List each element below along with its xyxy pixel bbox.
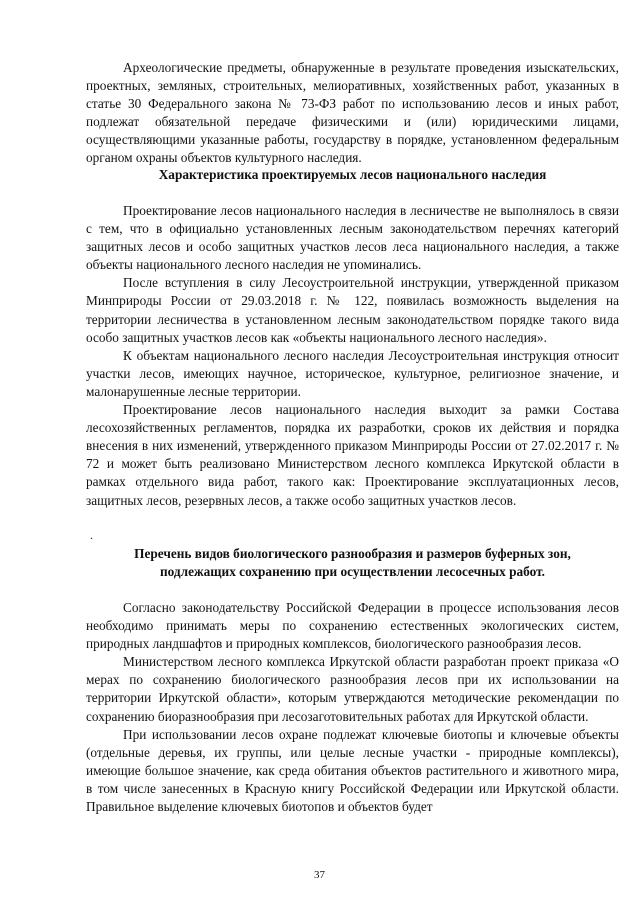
page-number: 37 — [314, 869, 325, 881]
heading-biodiversity-line-1: Перечень видов биологического разнообразия и размеров буферных зон, — [134, 546, 571, 561]
paragraph-instruction: После вступления в силу Лесоустроительной инструкции, утвержденной приказом Минприроды России от 29.03.2018 г. № 122, появилась возможность выделения на территории лесничества в установленном лесным законодательством порядке такого вида особо защитных участков лесов как «объекты национального лесного наследия». — [86, 275, 619, 345]
paragraph-heritage-design: Проектирование лесов национального наследия в лесничестве не выполнялось в связи с тем, что в официально установленных лесным законодательством перечнях категорий защитных лесов и особо защитных участков лесов леса национального наследия, а также объекты национального лесного наследия не упоминались. — [86, 203, 619, 273]
biodiversity-section — [86, 599, 619, 816]
paragraph-ministry-order: Министерством лесного комплекса Иркутской области разработан проект приказа «О мерах по сохранению биологического разнообразия лесов при их использовании на территории Иркутской области», которым утверждаются методические рекомендации по сохранению биоразнообразия при лесозаготовительных работах для Иркутской области. — [86, 654, 619, 724]
forests-heading-block — [86, 166, 619, 184]
heading-national-heritage-forests: Характеристика проектируемых лесов национального наследия — [158, 167, 547, 182]
archaeology-section — [86, 59, 619, 168]
paragraph-heritage-objects: К объектам национального лесного наследия Лесоустроительная инструкция относит участки лесов, имеющих научное, историческое, культурное, религиозное значение, и малонарушенные лесные территории. — [86, 347, 619, 399]
paragraph-heritage-scope: Проектирование лесов национального наследия выходит за рамки Состава лесохозяйственных регламентов, порядка их разработки, сроков их действия и порядка внесения в них изменений, утвержденного приказом Минприроды России от 27.02.2017 г. № 72 и может быть реализовано Министерством лесного комплекса Иркутской области в рамках отдельного вида работ, такого как: Проектирование эксплуатационных лесов, защитных лесов, резервных лесов, а также особо защитных участков лесов. — [86, 402, 619, 508]
paragraph-legislation: Согласно законодательству Российской Федерации в процессе использования лесов необходимо принимать меры по сохранению естественных экологических систем, природных ландшафтов и природных комплексов, биологического разнообразия лесов. — [86, 600, 619, 652]
paragraph-archaeology: Археологические предметы, обнаруженные в результате проведения изыскательских, проектных, земляных, строительных, мелиоративных, хозяйственных работ, указанных в статье 30 Федерального закона № 73-ФЗ работ по использованию лесов и иных работ, подлежат обязательной передаче физическими и (или) юридическими лицами, осуществляющими указанные работы, государству в порядке, установленном федеральным органом охраны объектов культурного наследия. — [86, 60, 619, 166]
paragraph-key-biotopes: При использовании лесов охране подлежат ключевые биотопы и ключевые объекты (отдельные деревья, их группы, или целые лесные участки - природные комплексы), имеющие большое значение, как среда обитания объектов растительного и животного мира, в том числе занесенных в Красную книгу Российской Федерации или Иркутской области. Правильное выделение ключевых биотопов и объектов будет — [86, 726, 619, 815]
heading-biodiversity-line-2: подлежащих сохранению при осуществлении лесосечных работ. — [160, 564, 545, 580]
biodiversity-heading-block — [86, 545, 619, 581]
heritage-section — [86, 202, 619, 510]
stray-mark: . — [90, 528, 93, 542]
